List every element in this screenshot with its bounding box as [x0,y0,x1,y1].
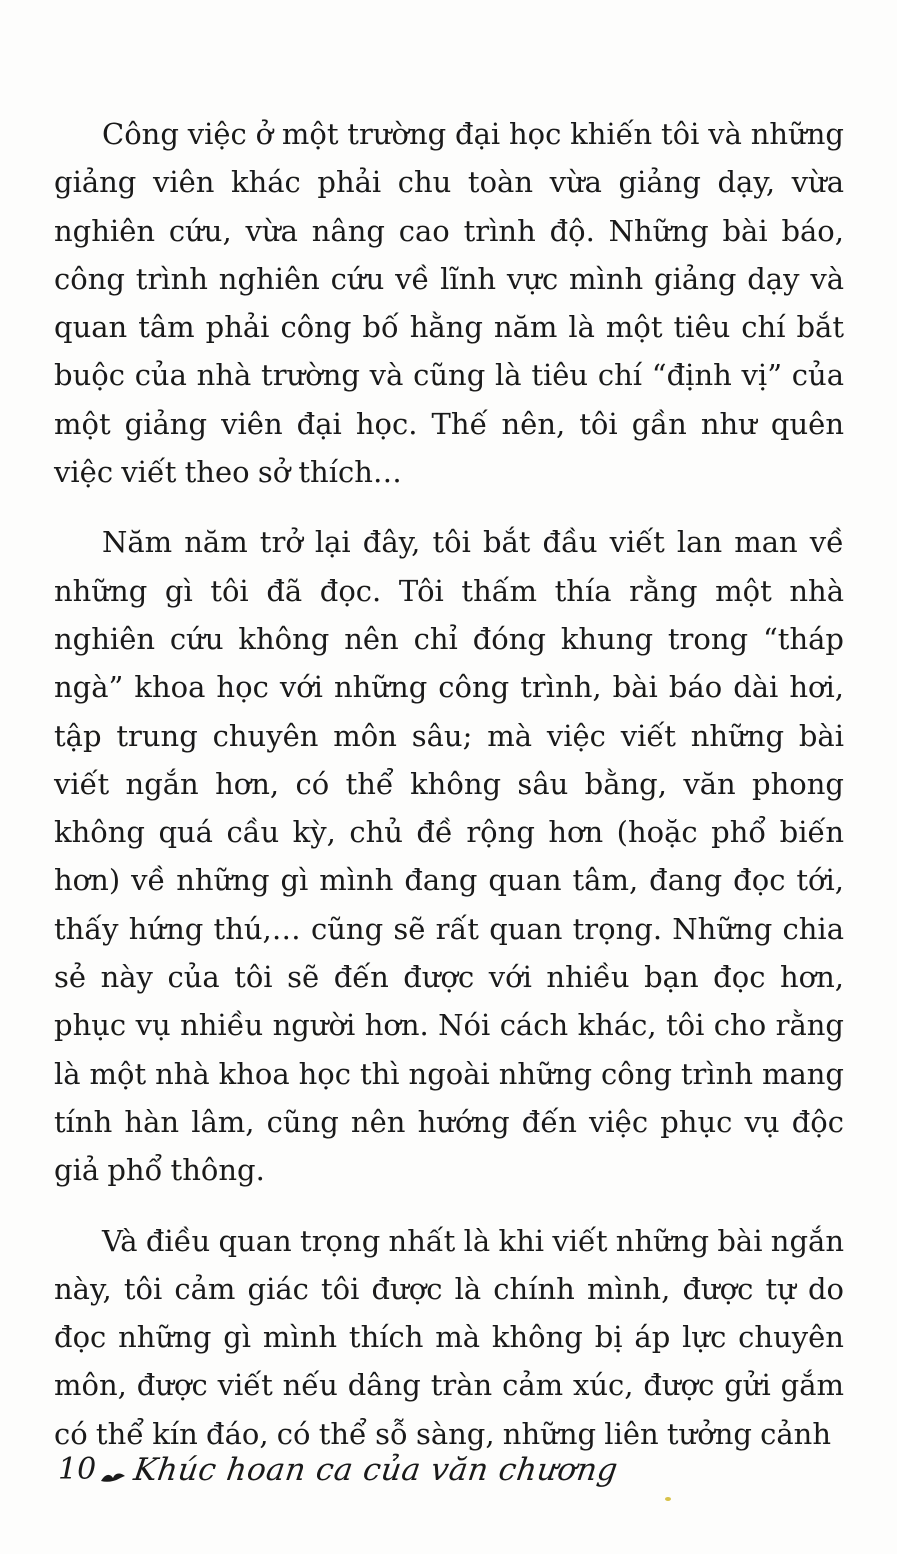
paragraph-3: Và điều quan trọng nhất là khi viết những bài ngắn này, tôi cảm giác tôi được là chính mình, được tự do đọc những gì mình thích mà không bị áp lực chuyên môn, được viết nếu dâng tràn cảm xúc, được gửi gắm có thể kín đáo, có thể sỗ sàng, những liên tưởng cảnh [54,1223,844,1451]
page-footer [58,1430,621,1490]
page-number: 10 [58,1452,97,1487]
paragraph-2: Năm năm trở lại đây, tôi bắt đầu viết lan man về những gì tôi đã đọc. Tôi thấm thía rằng một nhà nghiên cứu không nên chỉ đóng khung trong “tháp ngà” khoa học với những công trình, bài báo dài hơi, tập trung chuyên môn sâu; mà việc viết những bài viết ngắn hơn, có thể không sâu bằng, văn phong không quá cầu kỳ, chủ đề rộng hơn (hoặc phổ biến hơn) về những gì mình đang quan tâm, đang đọc tới, thấy hứng thú,… cũng sẽ rất quan trọng. Những chia sẻ này của tôi sẽ đến được với nhiều bạn đọc hơn, phục vụ nhiều người hơn. Nói cách khác, tôi cho rằng là một nhà khoa học thì ngoài những công trình mang tính hàn lâm, cũng nên hướng đến việc phục vụ độc giả phổ thông. [54,525,844,1188]
leaf-flourish-icon [100,1470,126,1484]
body-text [54,110,844,1480]
paper-speck [665,1497,671,1501]
paragraph-1: Công việc ở một trường đại học khiến tôi và những giảng viên khác phải chu toàn vừa giảng dạy, vừa nghiên cứu, vừa nâng cao trình độ. Những bài báo, công trình nghiên cứu về lĩnh vực mình giảng dạy và quan tâm phải công bố hằng năm là một tiêu chí bắt buộc của nhà trường và cũng là tiêu chí “định vị” của một giảng viên đại học. Thế nên, tôi gần như quên việc viết theo sở thích… [54,117,844,490]
running-title: Khúc hoan ca của văn chương [131,1452,621,1488]
